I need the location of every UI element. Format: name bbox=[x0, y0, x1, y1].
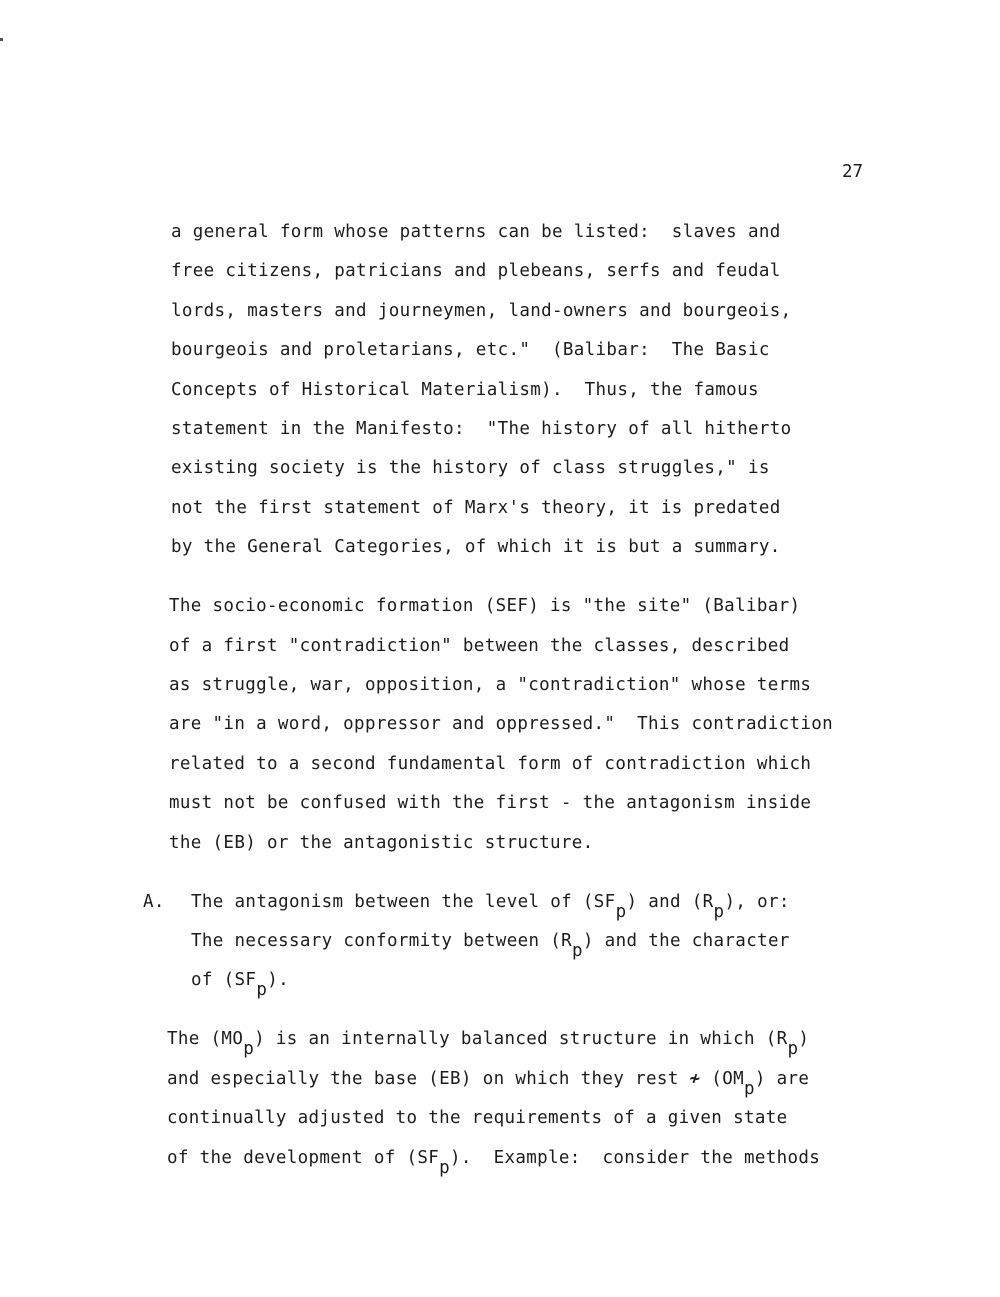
text-line bbox=[191, 930, 790, 961]
text-run: continually adjusted to the requirements of a given state bbox=[167, 1108, 788, 1128]
text-run: (OM bbox=[700, 1069, 744, 1089]
text-line: Concepts of Historical Materialism). Thus, the famous bbox=[171, 380, 759, 400]
subscript: p bbox=[743, 1079, 755, 1099]
text-line: lords, masters and journeymen, land-owners and bourgeois, bbox=[171, 301, 792, 321]
text-run: ) are bbox=[754, 1069, 810, 1089]
text-run: The (MO bbox=[167, 1029, 244, 1049]
text-line: statement in the Manifesto: "The history of all hitherto bbox=[171, 419, 792, 439]
text-run: ) is an internally balanced structure in which (R bbox=[254, 1029, 788, 1049]
text-line: are "in a word, oppressor and oppressed." This contradiction bbox=[169, 714, 834, 734]
text-line bbox=[167, 1107, 788, 1129]
scan-artifact bbox=[0, 38, 3, 41]
text-line bbox=[167, 1028, 810, 1059]
text-line: as struggle, war, opposition, a "contradiction" whose terms bbox=[169, 675, 812, 695]
subscript: p bbox=[439, 1158, 451, 1178]
text-line: must not be confused with the first - the antagonism inside bbox=[169, 793, 812, 813]
text-run: ) and (R bbox=[626, 892, 714, 912]
text-line: of a first "contradiction" between the classes, described bbox=[169, 636, 790, 656]
handwritten-mark: ≁ bbox=[689, 1069, 701, 1089]
subscript: p bbox=[572, 941, 583, 961]
text-run: ) bbox=[798, 1029, 810, 1049]
subscript: p bbox=[713, 902, 725, 922]
text-run: The antagonism between the level of (SF bbox=[191, 892, 616, 912]
subscript: p bbox=[256, 980, 268, 1000]
subscript: p bbox=[787, 1039, 799, 1059]
text-line: not the first statement of Marx's theory, it is predated bbox=[171, 498, 781, 518]
text-line: free citizens, patricians and plebeans, serfs and feudal bbox=[171, 261, 781, 281]
text-run: ). Example: consider the methods bbox=[450, 1148, 821, 1168]
text-run: of (SF bbox=[191, 970, 257, 990]
text-line bbox=[191, 891, 790, 922]
text-line: existing society is the history of class struggles," is bbox=[171, 458, 770, 478]
text-line bbox=[191, 969, 289, 1000]
text-line: bourgeois and proletarians, etc." (Balibar: The Basic bbox=[171, 340, 770, 360]
text-line: the (EB) or the antagonistic structure. bbox=[169, 833, 594, 853]
text-line: related to a second fundamental form of contradiction which bbox=[169, 754, 812, 774]
subscript: p bbox=[243, 1039, 255, 1059]
text-run: ). bbox=[267, 970, 289, 990]
text-line: The socio-economic formation (SEF) is "the site" (Balibar) bbox=[169, 596, 801, 616]
text-line bbox=[167, 1147, 821, 1178]
text-line: a general form whose patterns can be listed: slaves and bbox=[171, 222, 781, 242]
text-run: and especially the base (EB) on which they rest bbox=[167, 1069, 679, 1089]
subscript: p bbox=[615, 902, 627, 922]
text-run: The necessary conformity between (R bbox=[191, 931, 573, 951]
text-line: by the General Categories, of which it is but a summary. bbox=[171, 537, 781, 557]
text-run: of the development of (SF bbox=[167, 1148, 440, 1168]
text-run: ) and the character bbox=[582, 931, 790, 951]
page-number: 27 bbox=[842, 162, 864, 182]
text-run: ), or: bbox=[724, 892, 790, 912]
list-marker: A. bbox=[143, 892, 165, 912]
text-line bbox=[167, 1068, 810, 1099]
